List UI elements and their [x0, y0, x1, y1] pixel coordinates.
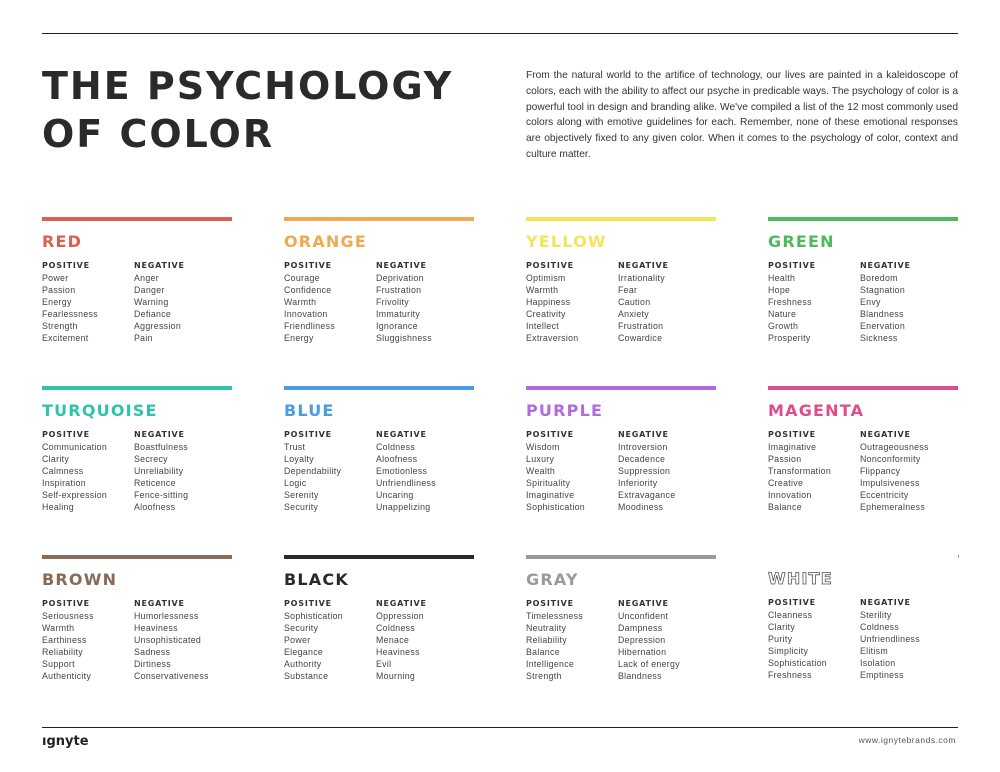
positive-trait: Fearlessness: [42, 309, 98, 319]
negative-column: [860, 429, 952, 513]
positive-trait: Wisdom: [526, 442, 560, 452]
title-line-1: THE PSYCHOLOGY: [42, 64, 454, 108]
positive-trait: Clarity: [768, 622, 796, 632]
positive-trait: Power: [42, 273, 69, 283]
positive-trait: Balance: [768, 502, 802, 512]
negative-heading: NEGATIVE: [134, 599, 185, 608]
negative-trait: Ignorance: [376, 321, 418, 331]
positive-heading: POSITIVE: [768, 261, 816, 270]
positive-trait: Growth: [768, 321, 799, 331]
positive-trait: Inspiration: [42, 478, 86, 488]
positive-trait: Luxury: [526, 454, 555, 464]
positive-column: [768, 597, 860, 681]
color-card-black: [284, 555, 476, 695]
negative-trait: Envy: [860, 297, 881, 307]
negative-trait: Caution: [618, 297, 651, 307]
positive-trait: Seriousness: [42, 611, 94, 621]
negative-column: [618, 429, 710, 513]
positive-trait: Imaginative: [526, 490, 575, 500]
negative-heading: NEGATIVE: [618, 261, 669, 270]
negative-trait: Unappelizing: [376, 502, 431, 512]
positive-trait: Freshness: [768, 670, 812, 680]
bottom-rule: [42, 727, 958, 728]
negative-trait: Emotionless: [376, 466, 428, 476]
positive-trait: Reliability: [42, 647, 83, 657]
positive-column: [284, 429, 376, 513]
positive-trait: Energy: [284, 333, 314, 343]
positive-heading: POSITIVE: [526, 430, 574, 439]
positive-trait: Happiness: [526, 297, 571, 307]
positive-heading: POSITIVE: [42, 430, 90, 439]
positive-trait: Power: [284, 635, 311, 645]
negative-trait: Fence-sitting: [134, 490, 189, 500]
top-rule: [42, 33, 958, 34]
positive-column: [526, 260, 618, 344]
negative-column: [618, 260, 710, 344]
color-swatch-bar: [526, 217, 716, 221]
negative-heading: NEGATIVE: [860, 430, 911, 439]
trait-columns: [768, 597, 960, 681]
color-card-red: [42, 217, 234, 357]
negative-trait: Nonconformity: [860, 454, 921, 464]
positive-heading: POSITIVE: [284, 261, 332, 270]
positive-trait: Prosperity: [768, 333, 811, 343]
positive-trait: Intelligence: [526, 659, 575, 669]
trait-columns: [526, 260, 718, 344]
positive-column: [42, 598, 134, 682]
negative-column: [860, 260, 952, 344]
negative-trait: Moodiness: [618, 502, 664, 512]
positive-trait: Strength: [526, 671, 562, 681]
positive-trait: Wealth: [526, 466, 556, 476]
color-card-blue: [284, 386, 476, 526]
positive-trait: Warmth: [526, 285, 559, 295]
positive-column: [42, 429, 134, 513]
color-name: YELLOW: [526, 232, 607, 251]
positive-column: [526, 429, 618, 513]
negative-trait: Dirtiness: [134, 659, 171, 669]
negative-trait: Coldness: [860, 622, 900, 632]
positive-trait: Hope: [768, 285, 791, 295]
negative-heading: NEGATIVE: [860, 598, 911, 607]
color-swatch-bar: [284, 555, 474, 559]
color-name: BLUE: [284, 401, 335, 420]
color-name: BLACK: [284, 570, 349, 589]
negative-trait: Frivolity: [376, 297, 409, 307]
brand-logo: ıgnyte: [42, 734, 89, 749]
color-card-green: [768, 217, 960, 357]
positive-trait: Health: [768, 273, 796, 283]
negative-trait: Irrationality: [618, 273, 665, 283]
positive-trait: Communication: [42, 442, 108, 452]
negative-trait: Secrecy: [134, 454, 168, 464]
color-swatch-bar: [768, 217, 958, 221]
negative-column: [134, 429, 226, 513]
negative-trait: Sadness: [134, 647, 171, 657]
positive-column: [42, 260, 134, 344]
negative-heading: NEGATIVE: [860, 261, 911, 270]
color-swatch-bar: [768, 386, 958, 390]
trait-columns: [284, 429, 476, 513]
positive-trait: Optimism: [526, 273, 566, 283]
negative-trait: Dampness: [618, 623, 663, 633]
positive-trait: Creativity: [526, 309, 566, 319]
negative-trait: Stagnation: [860, 285, 906, 295]
positive-column: [768, 429, 860, 513]
negative-trait: Decadence: [618, 454, 666, 464]
negative-heading: NEGATIVE: [134, 430, 185, 439]
negative-trait: Introversion: [618, 442, 668, 452]
trait-columns: [768, 429, 960, 513]
positive-trait: Sophistication: [768, 658, 827, 668]
negative-trait: Extravagance: [618, 490, 676, 500]
negative-trait: Aloofness: [134, 502, 176, 512]
negative-trait: Heaviness: [134, 623, 178, 633]
positive-trait: Confidence: [284, 285, 332, 295]
negative-trait: Cowardice: [618, 333, 663, 343]
positive-column: [526, 598, 618, 682]
trait-columns: [42, 260, 234, 344]
positive-trait: Security: [284, 502, 319, 512]
positive-trait: Sophistication: [284, 611, 343, 621]
positive-trait: Neutrality: [526, 623, 567, 633]
negative-column: [134, 598, 226, 682]
negative-trait: Unfriendliness: [860, 634, 920, 644]
positive-trait: Transformation: [768, 466, 832, 476]
negative-trait: Unsophisticated: [134, 635, 202, 645]
color-card-orange: [284, 217, 476, 357]
negative-trait: Humorlessness: [134, 611, 199, 621]
positive-trait: Balance: [526, 647, 560, 657]
positive-trait: Reliability: [526, 635, 567, 645]
color-swatch-bar: [42, 555, 232, 559]
positive-trait: Excitement: [42, 333, 89, 343]
positive-trait: Extraversion: [526, 333, 579, 343]
negative-trait: Oppression: [376, 611, 424, 621]
positive-trait: Support: [42, 659, 75, 669]
negative-trait: Boredom: [860, 273, 898, 283]
positive-trait: Healing: [42, 502, 74, 512]
color-name: BROWN: [42, 570, 118, 589]
positive-trait: Substance: [284, 671, 329, 681]
negative-trait: Pain: [134, 333, 153, 343]
negative-trait: Blandness: [860, 309, 904, 319]
negative-trait: Deprivation: [376, 273, 424, 283]
negative-column: [376, 260, 468, 344]
color-card-brown: [42, 555, 234, 695]
negative-trait: Blandness: [618, 671, 662, 681]
color-swatch-bar: [42, 217, 232, 221]
negative-column: [134, 260, 226, 344]
negative-column: [618, 598, 710, 682]
negative-trait: Ephemeralness: [860, 502, 926, 512]
positive-heading: POSITIVE: [526, 599, 574, 608]
positive-trait: Strength: [42, 321, 78, 331]
color-swatch-bar: [284, 217, 474, 221]
positive-column: [768, 260, 860, 344]
trait-columns: [526, 429, 718, 513]
color-card-magenta: [768, 386, 960, 526]
negative-trait: Unconfident: [618, 611, 669, 621]
positive-trait: Warmth: [284, 297, 317, 307]
positive-trait: Sophistication: [526, 502, 585, 512]
negative-trait: Aloofness: [376, 454, 418, 464]
positive-trait: Dependability: [284, 466, 342, 476]
positive-heading: POSITIVE: [526, 261, 574, 270]
positive-trait: Simplicity: [768, 646, 809, 656]
color-card-yellow: [526, 217, 718, 357]
positive-trait: Logic: [284, 478, 307, 488]
positive-trait: Security: [284, 623, 319, 633]
color-card-white: [768, 555, 960, 695]
color-swatch-bar: [526, 386, 716, 390]
color-name: MAGENTA: [768, 401, 865, 420]
negative-trait: Inferiority: [618, 478, 658, 488]
negative-trait: Sickness: [860, 333, 898, 343]
color-name: TURQUOISE: [42, 401, 158, 420]
positive-trait: Cleanness: [768, 610, 813, 620]
negative-trait: Frustration: [618, 321, 664, 331]
negative-trait: Warning: [134, 297, 169, 307]
positive-trait: Imaginative: [768, 442, 817, 452]
positive-trait: Energy: [42, 297, 72, 307]
positive-heading: POSITIVE: [42, 261, 90, 270]
negative-trait: Defiance: [134, 309, 172, 319]
negative-trait: Coldness: [376, 442, 416, 452]
negative-trait: Danger: [134, 285, 165, 295]
negative-heading: NEGATIVE: [376, 599, 427, 608]
website-link[interactable]: www.ignytebrands.com: [858, 735, 956, 745]
negative-column: [860, 597, 952, 681]
positive-heading: POSITIVE: [768, 598, 816, 607]
positive-trait: Authority: [284, 659, 322, 669]
positive-trait: Spirituality: [526, 478, 571, 488]
negative-trait: Unfriendliness: [376, 478, 436, 488]
positive-trait: Intellect: [526, 321, 560, 331]
negative-trait: Heaviness: [376, 647, 420, 657]
title-line-2: OF COLOR: [42, 112, 275, 156]
positive-heading: POSITIVE: [768, 430, 816, 439]
positive-trait: Purity: [768, 634, 793, 644]
color-swatch-bar: [768, 555, 959, 558]
negative-trait: Emptiness: [860, 670, 904, 680]
positive-column: [284, 598, 376, 682]
negative-trait: Lack of energy: [618, 659, 680, 669]
color-name: GREEN: [768, 232, 835, 251]
negative-heading: NEGATIVE: [618, 599, 669, 608]
color-card-gray: [526, 555, 718, 695]
color-swatch-bar: [42, 386, 232, 390]
color-name: RED: [42, 232, 83, 251]
positive-trait: Serenity: [284, 490, 319, 500]
trait-columns: [768, 260, 960, 344]
positive-trait: Innovation: [768, 490, 812, 500]
negative-trait: Reticence: [134, 478, 176, 488]
negative-column: [376, 598, 468, 682]
trait-columns: [284, 260, 476, 344]
negative-trait: Isolation: [860, 658, 896, 668]
positive-trait: Warmth: [42, 623, 75, 633]
trait-columns: [42, 429, 234, 513]
intro-paragraph: From the natural world to the artifice of technology, our lives are painted in a kaleidoscope of colors, each with the ability to affect our psyche in predicable ways. The psychology of color is a powerful tool in design and branding alike. We've compiled a list of the 12 most commonly used colors along with emotive guidelines for each. Remember, none of these emotional responses are objectively fixed to any given color. When it comes to the psychology of color, context and culture matter.: [526, 70, 958, 160]
negative-trait: Conservativeness: [134, 671, 209, 681]
negative-trait: Suppression: [618, 466, 671, 476]
negative-trait: Uncaring: [376, 490, 414, 500]
negative-trait: Boastfulness: [134, 442, 188, 452]
color-card-turquoise: [42, 386, 234, 526]
color-name: PURPLE: [526, 401, 604, 420]
negative-trait: Outrageousness: [860, 442, 929, 452]
negative-trait: Immaturity: [376, 309, 421, 319]
negative-trait: Fear: [618, 285, 638, 295]
positive-trait: Nature: [768, 309, 797, 319]
positive-trait: Self-expression: [42, 490, 108, 500]
color-swatch-bar: [284, 386, 474, 390]
negative-trait: Aggression: [134, 321, 182, 331]
negative-trait: Hibernation: [618, 647, 667, 657]
positive-heading: POSITIVE: [284, 599, 332, 608]
negative-trait: Enervation: [860, 321, 906, 331]
negative-trait: Elitism: [860, 646, 889, 656]
positive-trait: Elegance: [284, 647, 324, 657]
negative-trait: Sluggishness: [376, 333, 432, 343]
negative-trait: Depression: [618, 635, 666, 645]
positive-trait: Innovation: [284, 309, 328, 319]
negative-trait: Sterility: [860, 610, 892, 620]
positive-trait: Passion: [768, 454, 802, 464]
negative-trait: Evil: [376, 659, 392, 669]
positive-trait: Loyalty: [284, 454, 314, 464]
color-name: GRAY: [526, 570, 579, 589]
color-card-purple: [526, 386, 718, 526]
positive-trait: Authenticity: [42, 671, 92, 681]
negative-trait: Flippancy: [860, 466, 901, 476]
negative-trait: Coldness: [376, 623, 416, 633]
negative-trait: Anxiety: [618, 309, 649, 319]
positive-trait: Trust: [284, 442, 306, 452]
negative-trait: Frustration: [376, 285, 422, 295]
negative-trait: Eccentricity: [860, 490, 909, 500]
negative-trait: Unreliability: [134, 466, 184, 476]
positive-column: [284, 260, 376, 344]
negative-heading: NEGATIVE: [618, 430, 669, 439]
positive-trait: Creative: [768, 478, 804, 488]
positive-heading: POSITIVE: [284, 430, 332, 439]
positive-trait: Calmness: [42, 466, 84, 476]
trait-columns: [284, 598, 476, 682]
negative-heading: NEGATIVE: [134, 261, 185, 270]
negative-trait: Mourning: [376, 671, 416, 681]
color-name: ORANGE: [284, 232, 367, 251]
negative-trait: Menace: [376, 635, 410, 645]
negative-heading: NEGATIVE: [376, 261, 427, 270]
page-title: [42, 62, 453, 158]
positive-heading: POSITIVE: [42, 599, 90, 608]
negative-trait: Impulsiveness: [860, 478, 920, 488]
positive-trait: Earthiness: [42, 635, 87, 645]
color-name: WHITE: [768, 569, 833, 588]
negative-trait: Anger: [134, 273, 159, 283]
trait-columns: [526, 598, 718, 682]
trait-columns: [42, 598, 234, 682]
negative-column: [376, 429, 468, 513]
positive-trait: Friendliness: [284, 321, 336, 331]
color-swatch-bar: [526, 555, 716, 559]
positive-trait: Courage: [284, 273, 320, 283]
positive-trait: Passion: [42, 285, 76, 295]
positive-trait: Clarity: [42, 454, 70, 464]
positive-trait: Timelessness: [526, 611, 584, 621]
negative-heading: NEGATIVE: [376, 430, 427, 439]
positive-trait: Freshness: [768, 297, 812, 307]
